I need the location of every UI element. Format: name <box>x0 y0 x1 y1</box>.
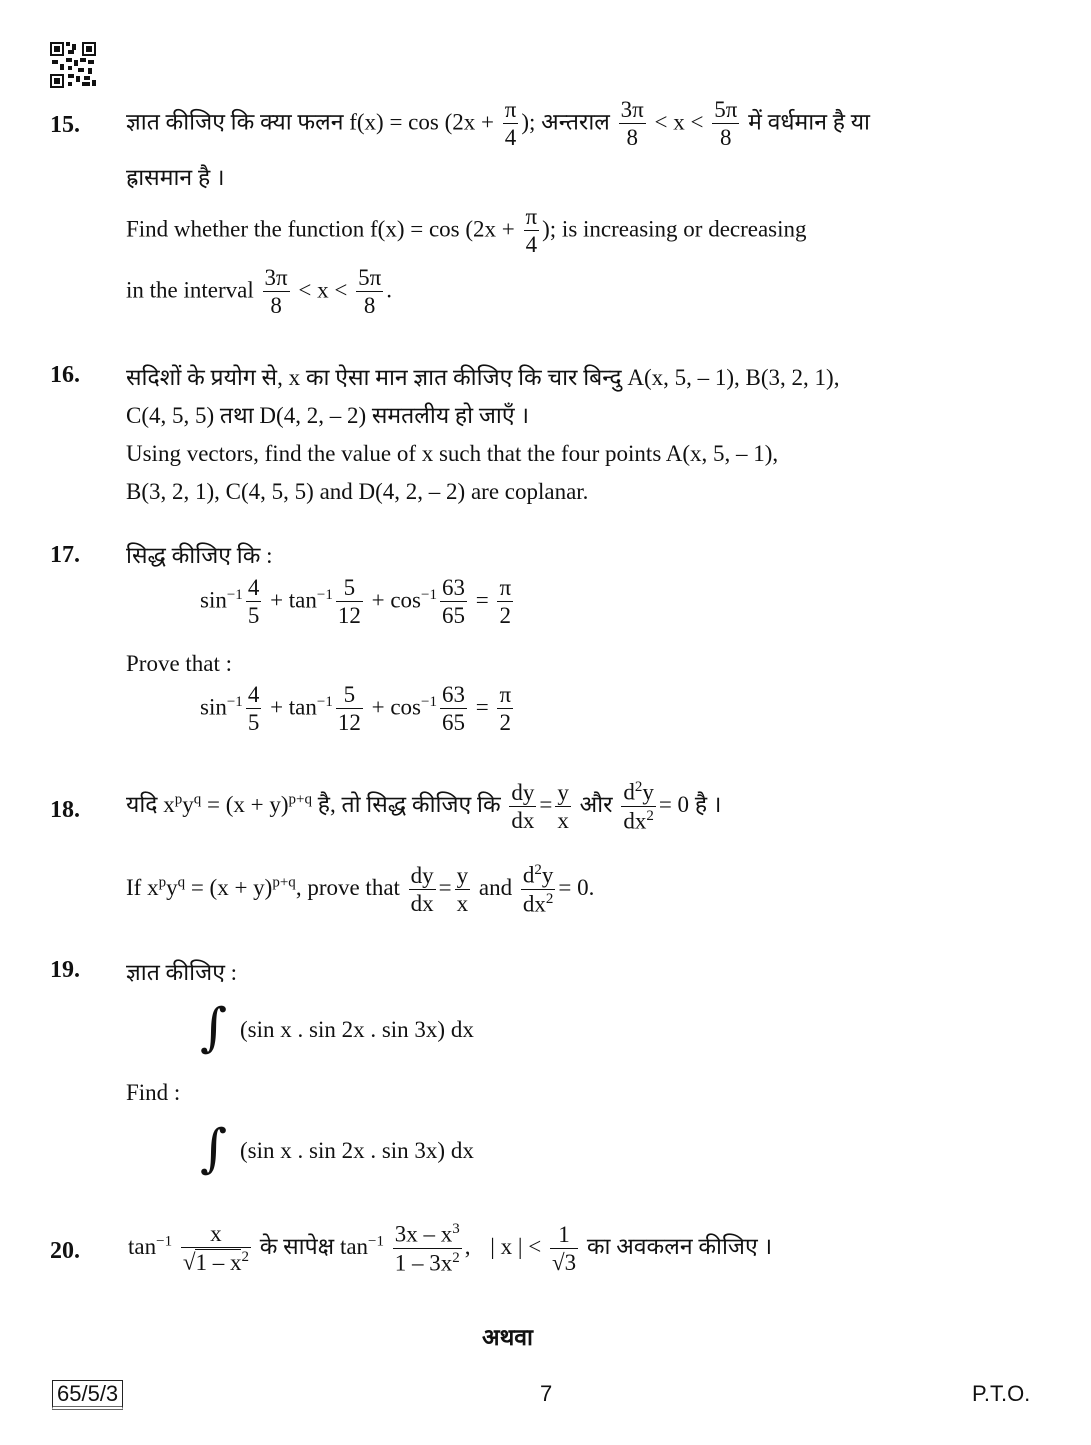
q16-english-line2: B(3, 2, 1), C(4, 5, 5) and D(4, 2, – 2) are coplanar. <box>126 479 589 504</box>
fraction-63-65: $\frac{63}{65}$ <box>441 682 465 736</box>
period: . <box>386 277 392 303</box>
q15-english-text-a: Find whether the function f(x) = cos (2x + <box>126 216 515 242</box>
inverse-superscript: −1 <box>316 586 333 603</box>
inverse-superscript: −1 <box>421 586 437 603</box>
tan-function: + tan <box>270 694 317 720</box>
q15-english-text-b: ); is increasing or decreasing <box>542 216 807 242</box>
fraction-x-over-sqrt: $\frac{x}{√1 - x^2}$ <box>182 1221 249 1276</box>
q16-hindi-line2: C(4, 5, 5) तथा D(4, 2, – 2) समतलीय हो जाएँ । <box>126 403 530 428</box>
equals-zero: = 0 <box>658 792 690 818</box>
inequality-text: < x < <box>298 277 348 303</box>
question-number-17: 17. <box>50 542 80 568</box>
fraction-5-12: $\frac{5}{12}$ <box>337 682 361 736</box>
q15-english-interval-label: in the interval <box>126 277 254 303</box>
inverse-superscript: −1 <box>368 1233 385 1250</box>
q17-hindi-prompt: सिद्ध कीजिए कि : <box>126 543 273 568</box>
fraction-dy-dx: $\frac{dy}{dx}$ <box>410 862 434 916</box>
english-prove-text: , prove that <box>295 875 400 901</box>
english-and: and <box>478 875 513 901</box>
inequality-text: < x < <box>654 109 704 135</box>
fraction-3x-x3: $\frac{3x - x^3}{1 - 3x^2}$ <box>394 1221 460 1276</box>
hindi-end: है । <box>694 792 722 818</box>
fraction-3pi-over-8: $\frac{3\pi}{8}$ <box>264 265 288 319</box>
equals-sign: = <box>475 587 489 613</box>
equals-sign: = <box>539 792 553 818</box>
inverse-superscript: −1 <box>316 693 333 710</box>
q15-english-line1 <box>126 205 807 257</box>
fraction-pi-over-2: $\frac{\pi}{2}$ <box>499 682 512 736</box>
fraction-5pi-over-8: $\frac{5\pi}{8}$ <box>714 97 738 151</box>
abs-inequality: | x | < <box>490 1234 542 1260</box>
equals-sign: = <box>438 875 452 901</box>
q16-english-line1: Using vectors, find the value of x such that the four points A(x, 5, – 1), <box>126 441 779 466</box>
q19-integrand-hindi: (sin x . sin 2x . sin 3x) dx <box>240 1017 474 1042</box>
tan-function: tan <box>128 1234 157 1260</box>
q15-hindi-text-c: में वर्धमान है या <box>748 109 871 135</box>
fraction-d2y-dx2: $\frac{d^2y}{dx^2}$ <box>522 862 554 917</box>
inverse-superscript: −1 <box>156 1233 173 1250</box>
inverse-superscript: −1 <box>226 693 243 710</box>
english-if: If <box>126 875 142 901</box>
hindi-prove-text: है, तो सिद्ध कीजिए कि <box>317 792 501 818</box>
integral-sign-icon: ∫ <box>200 998 228 1058</box>
fraction-pi-over-2: $\frac{\pi}{2}$ <box>499 575 512 629</box>
sin-function: sin <box>200 587 227 613</box>
fraction-y-x: $\frac{y}{x}$ <box>557 779 569 833</box>
fraction-pi-over-4: $\frac{\pi}{4}$ <box>504 97 517 151</box>
q15-hindi-line2: ह्रासमान है । <box>126 165 225 190</box>
question-number-19: 19. <box>50 957 80 983</box>
page-number: 7 <box>540 1381 553 1406</box>
q19-integrand-english: (sin x . sin 2x . sin 3x) dx <box>240 1138 474 1163</box>
hindi-with-respect-to: के सापेक्ष <box>259 1234 335 1260</box>
question-number-20: 20. <box>50 1238 80 1264</box>
inverse-superscript: −1 <box>226 586 243 603</box>
comma: , <box>464 1234 471 1260</box>
cos-function: + cos <box>371 587 421 613</box>
fraction-d2y-dx2: $\frac{d^2y}{dx^2}$ <box>623 779 654 834</box>
fraction-5-12: $\frac{5}{12}$ <box>337 575 361 629</box>
integral-sign-icon: ∫ <box>200 1119 228 1179</box>
q17-english-prompt: Prove that : <box>126 651 233 676</box>
hindi-if: यदि <box>126 792 158 818</box>
q17-identity-hindi <box>200 576 516 628</box>
fraction-63-65: $\frac{63}{65}$ <box>441 575 465 629</box>
question-number-18: 18. <box>50 797 80 823</box>
q16-hindi-line1: सदिशों के प्रयोग से, x का ऐसा मान ज्ञात कीजिए कि चार बिन्दु A(x, 5, – 1), B(3, 2, 1), <box>126 365 840 390</box>
paper-code: 65/5/3 <box>52 1381 123 1407</box>
inverse-superscript: −1 <box>421 693 437 710</box>
q15-hindi-text-b: ); अन्तराल <box>521 109 610 135</box>
fraction-5pi-over-8: $\frac{5\pi}{8}$ <box>358 265 382 319</box>
equation-lhs: $x^py^q = (x + y)^{p+q}$ <box>163 791 312 818</box>
or-heading: अथवा <box>482 1324 534 1351</box>
question-number-16: 16. <box>50 362 80 388</box>
q18-english-line <box>126 863 594 917</box>
equals-zero: = 0. <box>558 875 595 901</box>
fraction-4-5: $\frac{4}{5}$ <box>247 682 260 736</box>
tan-function: + tan <box>270 587 317 613</box>
q15-english-line2 <box>126 266 392 318</box>
q19-english-prompt: Find : <box>126 1080 181 1105</box>
equals-sign: = <box>475 694 489 720</box>
fraction-3pi-over-8: $\frac{3\pi}{8}$ <box>620 97 644 151</box>
q19-hindi-prompt: ज्ञात कीजिए : <box>126 960 238 985</box>
question-number-15: 15. <box>50 112 80 138</box>
fraction-1-over-sqrt3: $\frac{1}{√3}$ <box>551 1221 577 1275</box>
fraction-dy-dx: $\frac{dy}{dx}$ <box>511 779 535 833</box>
cos-function: + cos <box>371 694 421 720</box>
pto-label: P.T.O. <box>972 1381 1031 1406</box>
qr-code <box>50 42 96 88</box>
equation-lhs: $x^py^q = (x + y)^{p+q}$ <box>147 874 296 901</box>
hindi-and: और <box>579 792 613 818</box>
fraction-y-x: $\frac{y}{x}$ <box>456 862 469 916</box>
tan-function: tan <box>339 1234 369 1260</box>
fraction-4-5: $\frac{4}{5}$ <box>247 575 260 629</box>
q15-hindi-text-a: ज्ञात कीजिए कि क्या फलन f(x) = cos (2x + <box>126 109 494 135</box>
fraction-pi-over-4: $\frac{\pi}{4}$ <box>525 204 538 258</box>
q18-hindi-line <box>126 780 722 834</box>
q17-identity-english <box>200 683 516 735</box>
q15-hindi-line1 <box>126 98 870 150</box>
q20-line <box>128 1222 772 1276</box>
hindi-differentiate: का अवकलन कीजिए । <box>586 1234 773 1260</box>
sin-function: sin <box>200 694 227 720</box>
